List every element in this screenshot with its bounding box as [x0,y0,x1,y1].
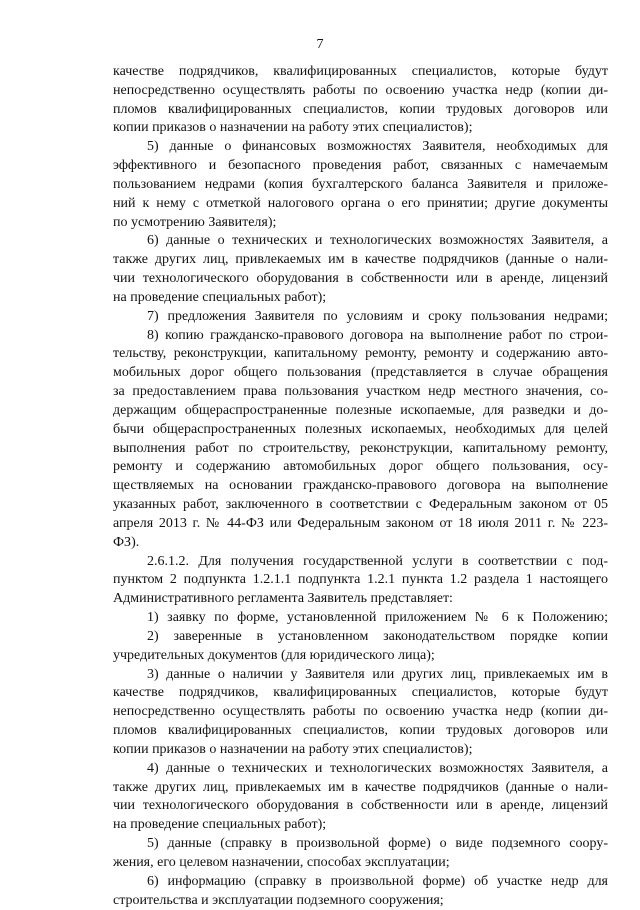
text-line: 6) информацию (справку в произвольной форме) об участке недр для [147,874,608,889]
text-line: держащим общераспространенные полезные ископаемые, для разведки и до- [113,403,608,418]
text-line: по усмотрению Заявителя); [113,215,277,230]
text-line: чии технологического оборудования в собственности или в аренде, лицензий [113,271,608,286]
text-line: качестве подрядчиков, квалифицированных специалистов, которые будут [113,685,608,700]
text-line: чии технологического оборудования в собственности или в аренде, лицензий [113,798,608,813]
text-line: непосредственно осуществлять работы по освоению участка недр (копии ди- [113,83,608,98]
text-line: копии приказов о назначении на работу этих специалистов); [113,742,473,757]
text-line: пунктом 2 подпункта 1.2.1.1 подпункта 1.2.1 пункта 1.2 раздела 1 настоящего [113,572,608,587]
text-line: также других лиц, привлекаемых им в качестве подрядчиков (данные о нали- [113,252,608,267]
text-line: 6) данные о технических и технологических возможностях Заявителя, а [147,233,608,248]
text-line: копии приказов о назначении на работу этих специалистов); [113,120,473,135]
text-line: ществляемых на основании гражданско-правового договора на выполнение [113,478,608,493]
text-line: 2.6.1.2. Для получения государственной услуги в соответствии с под- [147,554,608,569]
text-line: эффективного и безопасного проведения работ, связанных с намечаемым [113,158,608,173]
text-line: 8) копию гражданско-правового договора на выполнение работ по строи- [147,328,608,343]
text-line: выполнения работ по строительству, реконструкции, капитальному ремонту, [113,441,608,456]
text-line: ремонту и содержанию автомобильных дорог общего пользования, осу- [113,459,608,474]
text-line: 7) предложения Заявителя по условиям и сроку пользования недрами; [147,309,608,324]
text-line: 4) данные о технических и технологических возможностях Заявителя, а [147,761,608,776]
text-line: 1) заявку по форме, установленной приложением № 6 к Положению; [147,610,608,625]
text-line: на проведение специальных работ); [113,817,327,832]
text-line: указанных работ, заключенного в соответствии с Федеральным законом от 05 [113,497,608,512]
text-line: на проведение специальных работ); [113,290,327,305]
text-line: пломов квалифицированных специалистов, копии трудовых договоров или [113,723,608,738]
text-line: также других лиц, привлекаемых им в качестве подрядчиков (данные о нали- [113,780,608,795]
text-line: ний к нему с отметкой налогового органа о его принятии; другие документы [113,196,608,211]
text-line: пользованием недрами (копия бухгалтерского баланса Заявителя и приложе- [113,177,608,192]
text-line: апреля 2013 г. № 44-ФЗ или Федеральным законом от 18 июля 2011 г. № 223- [113,516,608,531]
text-line: строительства и эксплуатации подземного сооружения; [113,893,444,908]
page-number: 7 [316,37,324,52]
text-line: непосредственно осуществлять работы по освоению участка недр (копии ди- [113,704,608,719]
text-line: жения, его целевом назначении, способах эксплуатации; [113,855,450,870]
text-line: 2) заверенные в установленном законодательством порядке копии [147,629,608,644]
text-line: мобильных дорог общего пользования (представляется в случае обращения [113,365,608,380]
text-line: 5) данные (справку в произвольной форме) о виде подземного соору- [147,836,608,851]
text-line: тельству, реконструкции, капитальному ремонту, ремонту и содержанию авто- [113,346,608,361]
text-line: качестве подрядчиков, квалифицированных специалистов, которые будут [113,64,608,79]
text-line: бычи общераспространенных полезных ископаемых, необходимых для целей [113,422,608,437]
text-line: 5) данные о финансовых возможностях Заявителя, необходимых для [147,139,608,154]
text-line: Административного регламента Заявитель представляет: [113,591,453,606]
text-line: учредительных документов (для юридического лица); [113,648,435,663]
text-line: ФЗ). [113,535,140,550]
text-line: пломов квалифицированных специалистов, копии трудовых договоров или [113,102,608,117]
text-line: за предоставлением права пользования участком недр местного значения, со- [113,384,608,399]
text-line: 3) данные о наличии у Заявителя или других лиц, привлекаемых им в [147,667,608,682]
